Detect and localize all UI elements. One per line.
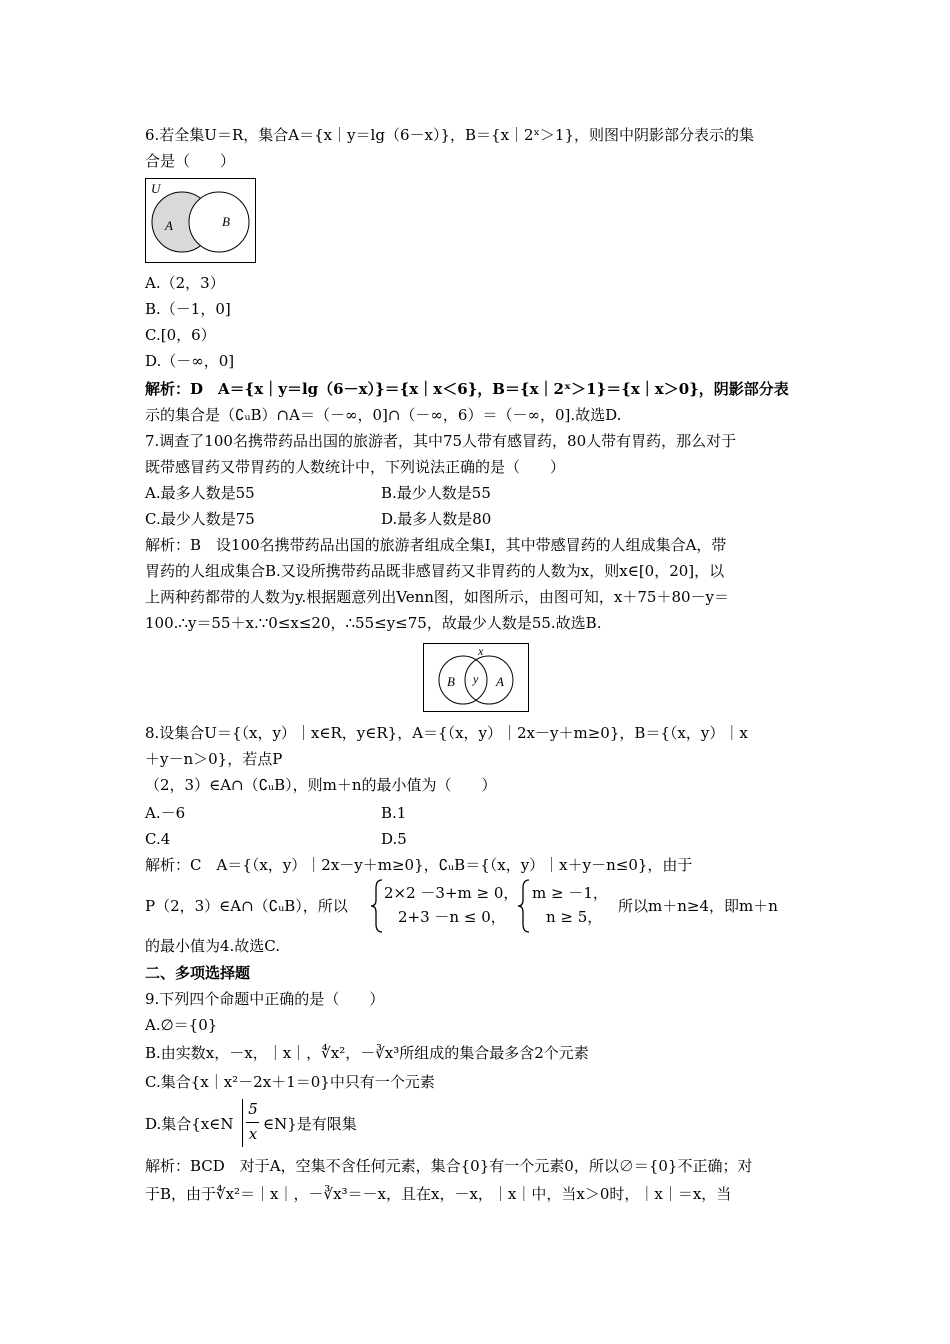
q6-venn-diagram [145,178,257,264]
q8-solution-line1: 解析：C A＝{（x，y）｜2x－y＋m≥0}，∁ᵤB＝{（x，y）｜x＋y－n≤0}，由于 [145,856,693,874]
venn-u-label: U [151,181,161,196]
q7-option-a: A.最多人数是55 [145,484,255,502]
q6-option-d: D.（－∞，0] [145,352,235,370]
q9-option-b: B.由实数x，－x，｜x｜，∜x²，－∛x³所组成的集合最多含2个元素 [145,1044,589,1062]
system2-eq2: n ≥ 5， [546,908,603,926]
q8-stem-line3: （2，3）∈A∩（∁ᵤB），则m＋n的最小值为（ ） [145,776,497,794]
fraction-line [246,1122,259,1123]
system1-eq2: 2+3 －n ≤ 0， [398,908,506,926]
q8-stem-line1: 8.设集合U＝{（x，y）｜x∈R，y∈R}，A＝{（x，y）｜2x－y＋m≥0}，B＝{（x，y）｜x [145,724,748,742]
venn-a-label: A [496,674,504,689]
q7-venn-diagram [423,643,530,713]
venn-b-label: B [447,674,455,689]
fraction-denominator: x [248,1125,258,1143]
q7-option-b: B.最少人数是55 [381,484,491,502]
q6-stem-line2: 合是（ ） [145,152,236,170]
q7-solution-line1: 解析：B 设100名携带药品出国的旅游者组成全集I，其中带感冒药的人组成集合A，带 [145,536,727,554]
q7-option-c: C.最少人数是75 [145,510,255,528]
q6-solution-line1: 解析：D A＝{x｜y＝lg（6－x）}＝{x｜x＜6}，B＝{x｜2ˣ＞1}＝{x｜x＞0}，阴影部分表 [145,380,789,398]
left-brace-2 [517,878,531,934]
left-brace-1 [370,878,384,934]
q6-stem-line1: 6.若全集U＝R，集合A＝{x｜y＝lg（6－x）}，B＝{x｜2ˣ＞1}，则图中阴影部分表示的集 [145,126,755,144]
q6-option-a: A.（2，3） [145,274,225,292]
system1-eq1: 2×2 －3+m ≥ 0， [384,884,519,902]
q8-solution-line2-start: P（2，3）∈A∩（∁ᵤB），所以 [145,897,348,915]
q9-option-d-end: ∈N}是有限集 [263,1115,357,1133]
q7-stem-line2: 既带感冒药又带胃药的人数统计中，下列说法正确的是（ ） [145,458,566,476]
q9-solution-line2: 于B，由于∜x²＝｜x｜，－∛x³＝－x，且在x，－x，｜x｜中，当x＞0时，｜x｜＝x，当 [145,1185,732,1203]
venn-b-label: B [222,214,230,229]
venn-a-label: A [165,218,173,233]
q8-option-b: B.1 [381,804,407,822]
q7-solution-line3: 上两种药都带的人数为y.根据题意列出Venn图，如图所示，由图可知，x＋75＋80－y＝ [145,588,730,606]
section-heading: 二、多项选择题 [145,964,251,982]
venn-x-label: x [478,644,484,658]
q6-option-c: C.[0，6） [145,326,216,344]
q9-option-c: C.集合{x｜x²－2x＋1＝0}中只有一个元素 [145,1073,435,1091]
set-builder-bar [242,1099,243,1147]
fraction-numerator: 5 [248,1100,258,1118]
q7-solution-line2: 胃药的人组成集合B.又设所携带药品既非感冒药又非胃药的人数为x，则x∈[0，20]，以 [145,562,725,580]
set-b-circle [189,192,249,252]
q7-solution-line4: 100.∴y＝55＋x.∵0≤x≤20，∴55≤y≤75，故最少人数是55.故选B. [145,614,602,632]
q7-option-d: D.最多人数是80 [381,510,492,528]
q8-solution-line2-end: 所以m＋n≥4，即m＋n [618,897,778,915]
q8-option-a: A.－6 [145,804,186,822]
q9-option-d-start: D.集合{x∈N [145,1115,234,1133]
q7-stem-line1: 7.调查了100名携带药品出国的旅游者，其中75人带有感冒药，80人带有胃药，那么对于 [145,432,737,450]
venn-y-label: y [473,672,479,686]
system2-eq1: m ≥ －1， [532,884,608,902]
q6-option-b: B.（－1，0] [145,300,231,318]
q9-stem: 9.下列四个命题中正确的是（ ） [145,990,385,1008]
q8-solution-line3: 的最小值为4.故选C. [145,937,281,955]
q9-option-a: A.∅＝{0} [145,1016,218,1034]
q9-solution-line1: 解析：BCD 对于A，空集不含任何元素，集合{0}有一个元素0，所以∅＝{0}不正确；对 [145,1157,753,1175]
q8-option-d: D.5 [381,830,407,848]
q6-solution-line2: 示的集合是（∁ᵤB）∩A＝（－∞，0]∩（－∞，6）＝（－∞，0].故选D. [145,406,622,424]
q8-stem-line2: ＋y－n＞0}，若点P [145,750,283,768]
q8-option-c: C.4 [145,830,171,848]
